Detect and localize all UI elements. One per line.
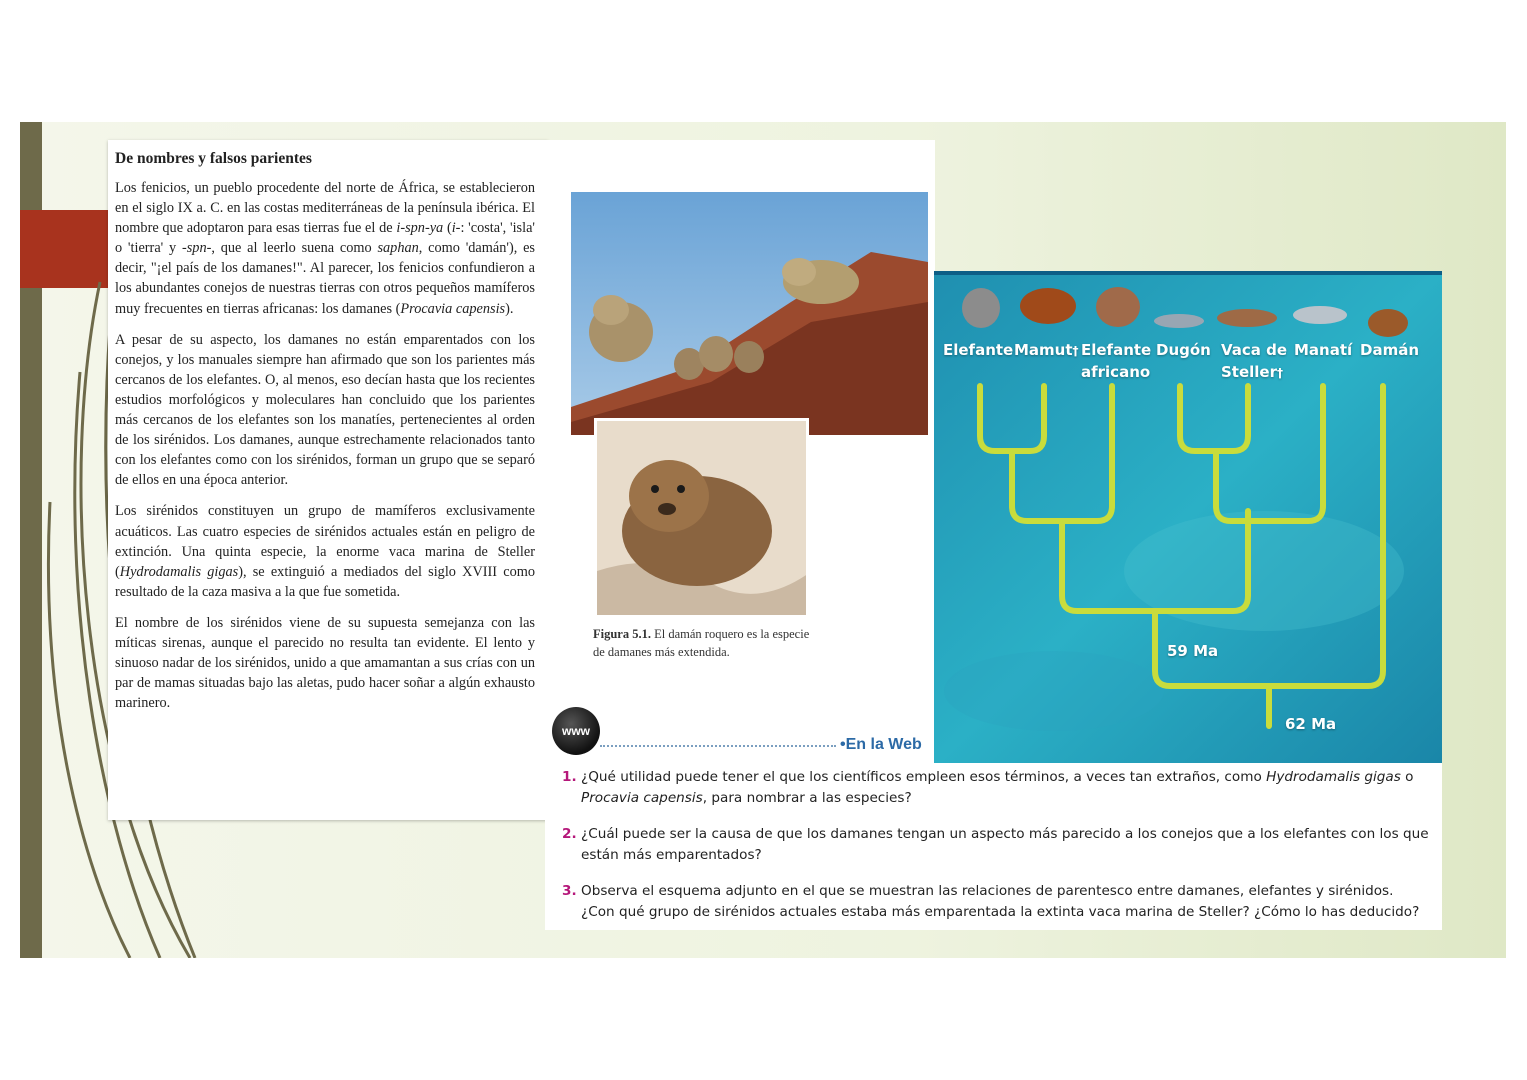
species-label: Manatí (1294, 341, 1353, 359)
species-label: Elefante (943, 341, 1014, 359)
en-la-web-link[interactable]: •En la Web (840, 736, 922, 753)
article-title: De nombres y falsos parientes (115, 150, 312, 167)
question-2: 2. ¿Cuál puede ser la causa de que los damanes tengan un aspecto más parecido a los conejos que a los elefantes con los que están más emparentados? (562, 826, 1429, 863)
species-label: Mamut† (1014, 341, 1079, 359)
article (115, 150, 535, 724)
node-label-62: 62 Ma (1285, 715, 1337, 733)
species-label: Vaca de Steller† (1221, 341, 1288, 381)
node-label-59: 59 Ma (1167, 642, 1219, 660)
www-globe-icon[interactable]: www (552, 707, 600, 755)
species-label: Damán (1360, 341, 1420, 359)
web-link-divider (600, 745, 836, 747)
article-paragraph-1: Los fenicios, un pueblo procedente del norte de África, se establecieron en el siglo IX a. C. en las costas mediterráneas de la península ibérica. El nombre que adoptaron para esas tierras fue el de i-spn-ya (i-: 'costa', 'isla' o 'tierra' y -spn-, que al leerlo suena como saphan, como 'damán'), es decir, "¡el país de los damanes!". Al parecer, los fenicios confundieron a los abundantes conejos de nuestras tierras con otros pequeños mamíferos muy frecuentes en tierras africanas: los damanes (Procavia capensis). (115, 180, 535, 317)
species-label: Elefante africano (1081, 341, 1152, 381)
article-paragraph-4: El nombre de los sirénidos viene de su supuesta semejanza con las míticas sirenas, aunque el parecido no resulta tan evidente. El lento y sinuoso nadar de los sirénidos, unido a que amamantan a sus crías con un par de mamas situadas bajo las aletas, pudo hacer soñar a algún exhausto marinero. (115, 614, 535, 712)
figure-caption: Figura 5.1. El damán roquero es la especie de damanes más extendida. (593, 627, 810, 659)
question-1: 1. ¿Qué utilidad puede tener el que los científicos empleen esos términos, a veces tan extraños, como Hydrodamalis gigas o Procavia capensis, para nombrar a las especies? (562, 769, 1414, 806)
phylogenetic-tree (934, 271, 1442, 763)
article-paragraph-3: Los sirénidos constituyen un grupo de mamíferos exclusivamente acuáticos. Las cuatro especies de sirénidos actuales están en peligro de extinción. Una quinta especie, la enorme vaca marina de Steller (Hydrodamalis gigas), se extinguió a mediados del siglo XVIII como resultado de la caza masiva a la que fue sometida. (115, 503, 536, 600)
hyrax-closeup-photo (594, 418, 809, 618)
question-3: 3. Observa el esquema adjunto en el que se muestran las relaciones de parentesco entre damanes, elefantes y sirénidos. ¿Con qué grupo de sirénidos actuales estaba más emparentada la extinta vaca marina de Steller? ¿Cómo lo has deducido? (562, 883, 1420, 920)
hyrax-group-photo (571, 192, 928, 435)
species-label: Dugón (1156, 341, 1211, 359)
article-paragraph-2: A pesar de su aspecto, los damanes no están emparentados con los conejos, y los manuales siempre han afirmado que son los parientes más cercanos de los elefantes. O, al menos, eso decían hasta que los recientes estudios morfológicos y moleculares han concluido que los parientes más cercanos de los elefantes son los manatíes, pertenecientes al orden de los sirénidos. Los damanes, aunque estrechamente relacionados tanto con los elefantes como con los sirénidos, forman un grupo que se separó de ellos en una época anterior. (115, 331, 535, 489)
